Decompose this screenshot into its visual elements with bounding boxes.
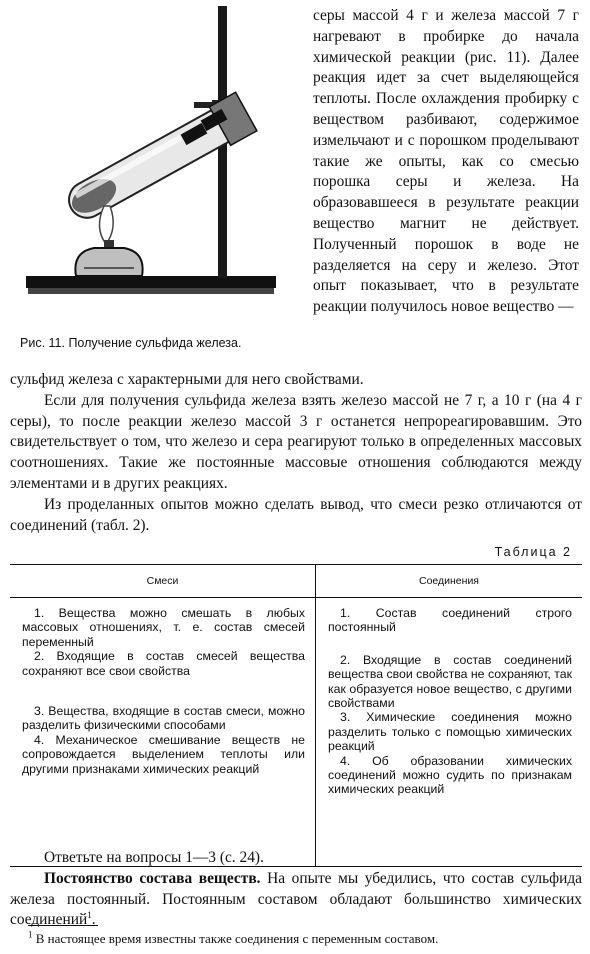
- mixture-item-2: 2. Входящие в состав смесей вещества сохраняют все свои свойства: [22, 649, 305, 678]
- table-column-mixtures: [10, 598, 316, 867]
- questions-prompt: Ответьте на вопросы 1—3 (с. 24).: [44, 849, 264, 866]
- table-header-mixtures: Смеси: [10, 565, 316, 598]
- footnote-reference: 1: [87, 910, 92, 921]
- paragraph-right-column: серы массой 4 г и железа массой 7 г нагревают в пробирке до начала химической реакции (рис. 11). Далее реакция идет за счет выделяющейся теплоты. После охлаждения пробирку с веществом разбивают, содержимое измельчают и с порошком проделывают такие же опыты, как со смесью порошка серы и железа. На образовавшееся в результате реакции вещество магнит не действует. Полученный порошок в воде не разделяется на серу и железо. Этот опыт показывает, что в результате реакции получилось новое вещество —: [313, 7, 579, 316]
- figure-caption: Рис. 11. Получение сульфида железа.: [20, 336, 242, 350]
- mixture-item-1: 1. Вещества можно смешать в любых массовых отношениях, т. е. состав смесей переменный: [22, 606, 305, 649]
- footnote: [28, 931, 584, 947]
- paragraph-continuation: сульфид железа с характерными для него свойствами.: [10, 371, 364, 388]
- bottom-text: [10, 848, 582, 931]
- compound-item-4: 4. Об образовании химических соединений можно судить по признакам химических реакций: [328, 753, 572, 797]
- compound-item-3: 3. Химические соединения можно разделить только с помощью химических реакций: [328, 710, 572, 754]
- table-label: Таблица 2: [494, 545, 572, 559]
- main-text: [10, 370, 582, 536]
- apparatus-illustration: [6, 6, 302, 310]
- compound-item-2: 2. Входящие в состав соединений вещества свои свойства не сохраняют, так как образуется новое вещество, с другими свойствами: [328, 652, 572, 711]
- section-heading: Постоянство состава веществ.: [44, 869, 261, 887]
- footnote-text: В настоящее время известны также соединения с переменным составом.: [35, 931, 439, 946]
- footnote-divider: [28, 925, 98, 926]
- section-text: На опыте мы убедились, что состав сульфида железа постоянный. Постоянным составом обладают большинство химических соединений: [10, 869, 582, 929]
- right-column-text: [313, 6, 579, 318]
- footnote-mark: 1: [28, 929, 33, 940]
- table-header-compounds: Соединения: [316, 565, 583, 598]
- paragraph-conclusion: Из проделанных опытов можно сделать вывод, что смеси резко отличаются от соединений (табл. 2).: [10, 495, 582, 534]
- comparison-table: [10, 564, 582, 867]
- table-column-compounds: [316, 598, 583, 867]
- mixture-item-4: 4. Механическое смешивание веществ не сопровождается выделением теплоты или другими признаками химических реакций: [22, 732, 305, 776]
- paragraph-mass-ratio: Если для получения сульфида железа взять железо массой не 7 г, а 10 г (на 4 г серы), то после реакции железо массой 3 г останется непрореагировавшим. Это свидетельствует о том, что железо и сера реагируют только в определенных массовых соотношениях. Такие же постоянные массовые отношения соблюдаются между элементами и в других реакциях.: [10, 391, 582, 492]
- figure-iron-sulfide-apparatus: [6, 6, 302, 310]
- mixture-item-3: 3. Вещества, входящие в состав смеси, можно разделить физическими способами: [22, 704, 305, 733]
- compound-item-1: 1. Состав соединений строго постоянный: [328, 606, 572, 635]
- paragraph-constant-composition: Постоянство состава веществ. На опыте мы убедились, что состав сульфида железа постоянный. Постоянным составом обладают большинство химических соединений$^1$.: [10, 869, 582, 929]
